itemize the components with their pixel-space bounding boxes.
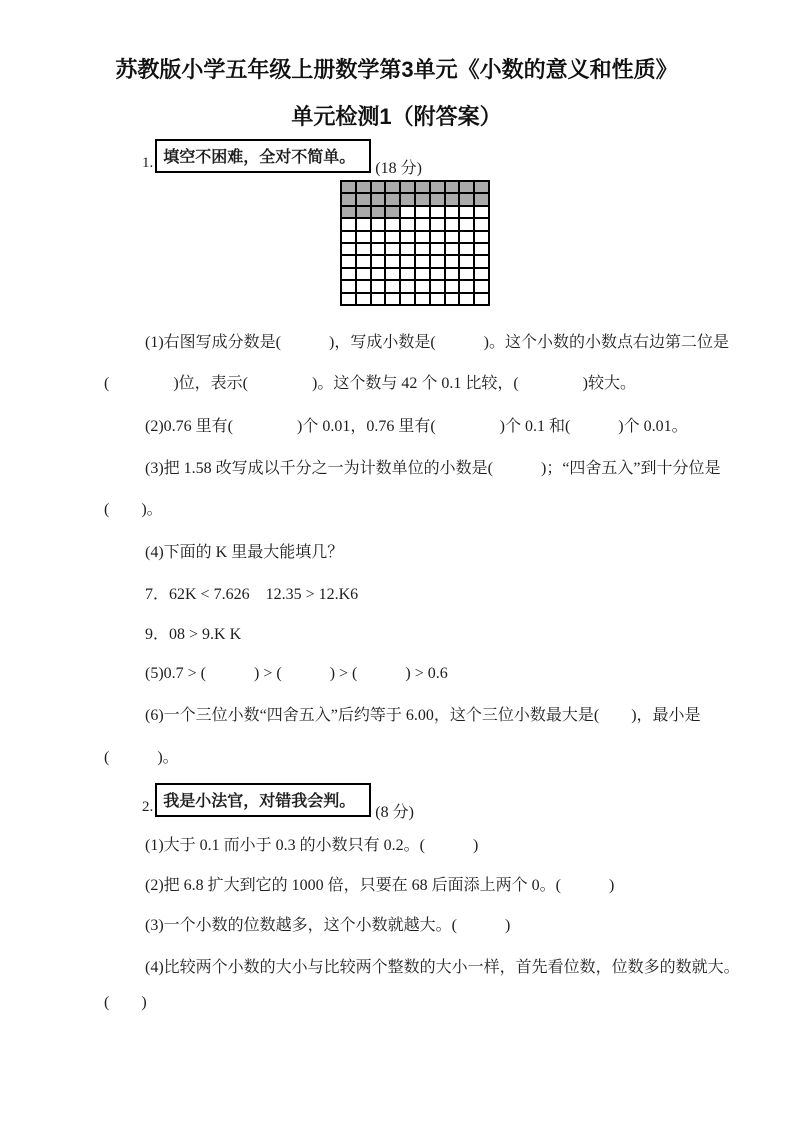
q2-item4-line2: ( ) (104, 994, 147, 1011)
grid-cell (341, 280, 356, 292)
grid-cell (459, 243, 474, 255)
question-1-header (142, 139, 422, 177)
grid-cell (415, 218, 430, 230)
grid-cell (400, 193, 415, 205)
grid-cell (400, 280, 415, 292)
grid-cell (474, 206, 489, 218)
grid-cell (430, 231, 445, 243)
grid-cell (356, 293, 371, 305)
grid-cell (341, 293, 356, 305)
grid-cell (445, 255, 460, 267)
q2-item2: (2)把 6.8 扩大到它的 1000 倍，只要在 68 后面添上两个 0。( ) (145, 877, 615, 894)
grid-cell (341, 268, 356, 280)
grid-cell (474, 255, 489, 267)
grid-cell (459, 255, 474, 267)
grid-cell (445, 280, 460, 292)
grid-cell (445, 268, 460, 280)
grid-cell (385, 181, 400, 193)
grid-cell (341, 181, 356, 193)
grid-cell (385, 293, 400, 305)
question-1-number: 1. (142, 155, 154, 171)
grid-cell (341, 193, 356, 205)
grid-cell (430, 181, 445, 193)
grid-cell (474, 181, 489, 193)
grid-cell (459, 231, 474, 243)
grid-cell (445, 181, 460, 193)
grid-cell (385, 231, 400, 243)
q1-item1-line2: ( )位，表示( )。这个数与 42 个 0.1 比较，( )较大。 (104, 375, 636, 392)
grid-cell (430, 193, 445, 205)
grid-cell (430, 280, 445, 292)
grid-cell (356, 193, 371, 205)
grid-cell (474, 243, 489, 255)
grid-cell (459, 280, 474, 292)
hundredths-grid (340, 180, 490, 306)
grid-cell (385, 280, 400, 292)
grid-cell (400, 218, 415, 230)
page-title-line-1: 苏教版小学五年级上册数学第3单元《小数的意义和性质》 (115, 57, 678, 82)
q1-item4: (4)下面的 K 里最大能填几？ (145, 544, 344, 561)
grid-cell (371, 293, 386, 305)
grid-cell (474, 293, 489, 305)
grid-cell (459, 218, 474, 230)
grid-cell (459, 268, 474, 280)
grid-cell (356, 243, 371, 255)
grid-cell (474, 231, 489, 243)
grid-cell (371, 280, 386, 292)
grid-cell (356, 268, 371, 280)
grid-cell (430, 206, 445, 218)
grid-cell (356, 181, 371, 193)
grid-cell (400, 268, 415, 280)
grid-cell (459, 293, 474, 305)
grid-cell (415, 293, 430, 305)
grid-cell (474, 268, 489, 280)
grid-cell (445, 193, 460, 205)
grid-cell (474, 218, 489, 230)
grid-cell (341, 243, 356, 255)
grid-cell (400, 243, 415, 255)
grid-cell (415, 243, 430, 255)
grid-cell (400, 293, 415, 305)
grid-cell (341, 218, 356, 230)
grid-cell (371, 206, 386, 218)
grid-cell (371, 255, 386, 267)
question-2-points: (8 分) (375, 804, 414, 821)
q1-item2: (2)0.76 里有( )个 0.01，0.76 里有( )个 0.1 和( )个 0.01。 (145, 418, 688, 435)
q1-item5: (5)0.7 > ( ) > ( ) > ( ) > 0.6 (145, 665, 448, 682)
grid-cell (341, 255, 356, 267)
grid-cell (385, 243, 400, 255)
grid-cell (400, 231, 415, 243)
question-2-header (142, 783, 414, 821)
grid-cell (356, 218, 371, 230)
grid-cell (430, 255, 445, 267)
grid-cell (400, 181, 415, 193)
grid-cell (415, 206, 430, 218)
q1-item1-line1: (1)右图写成分数是( )，写成小数是( )。这个小数的小数点右边第二位是 (145, 334, 729, 351)
grid-cell (430, 218, 445, 230)
q1-item4-equation-1: 7．62K < 7.626 12.35 > 12.K6 (145, 586, 359, 603)
grid-cell (445, 293, 460, 305)
grid-cell (371, 181, 386, 193)
grid-cell (371, 193, 386, 205)
grid-cell (445, 218, 460, 230)
grid-cell (415, 181, 430, 193)
grid-cell (474, 193, 489, 205)
grid-cell (474, 280, 489, 292)
grid-cell (341, 206, 356, 218)
grid-cell (415, 231, 430, 243)
grid-cell (459, 193, 474, 205)
question-1-points: (18 分) (375, 160, 422, 177)
grid-cell (371, 268, 386, 280)
grid-cell (445, 231, 460, 243)
grid-cell (356, 206, 371, 218)
grid-cell (356, 255, 371, 267)
grid-cell (445, 243, 460, 255)
grid-cell (341, 231, 356, 243)
grid-cell (459, 206, 474, 218)
q1-item3-line1: (3)把 1.58 改写成以千分之一为计数单位的小数是( )；“四舍五入”到十分位是 (145, 460, 721, 477)
q1-item6-line1: (6)一个三位小数“四舍五入”后约等于 6.00，这个三位小数最大是( )，最小是 (145, 707, 701, 724)
grid-cell (415, 255, 430, 267)
grid-cell (385, 268, 400, 280)
grid-cell (415, 193, 430, 205)
grid-cell (356, 231, 371, 243)
grid-cell (356, 280, 371, 292)
grid-cell (459, 181, 474, 193)
grid-cell (371, 243, 386, 255)
grid-cell (385, 218, 400, 230)
grid-cell (445, 206, 460, 218)
q2-item3: (3)一个小数的位数越多，这个小数就越大。( ) (145, 917, 511, 934)
grid-cell (371, 218, 386, 230)
q2-item1: (1)大于 0.1 而小于 0.3 的小数只有 0.2。( ) (145, 837, 479, 854)
q1-item3-line2: ( )。 (104, 501, 163, 518)
grid-cell (385, 206, 400, 218)
grid-cell (430, 293, 445, 305)
grid-cell (371, 231, 386, 243)
question-1-box-label: 填空不困难，全对不简单。 (155, 139, 371, 173)
grid-cell (385, 193, 400, 205)
question-2-number: 2. (142, 799, 154, 815)
grid-cell (400, 206, 415, 218)
grid-cell (415, 280, 430, 292)
grid-cell (430, 243, 445, 255)
q1-item6-line2: ( )。 (104, 749, 179, 766)
q1-item4-equation-2: 9．08 > 9.K K (145, 626, 242, 643)
question-2-box-label: 我是小法官，对错我会判。 (155, 783, 371, 817)
page-title-line-2: 单元检测1（附答案） (291, 104, 502, 129)
q2-item4-line1: (4)比较两个小数的大小与比较两个整数的大小一样，首先看位数，位数多的数就大。 (145, 959, 740, 976)
grid-cell (430, 268, 445, 280)
grid-cell (400, 255, 415, 267)
grid-cell (415, 268, 430, 280)
grid-cell (385, 255, 400, 267)
